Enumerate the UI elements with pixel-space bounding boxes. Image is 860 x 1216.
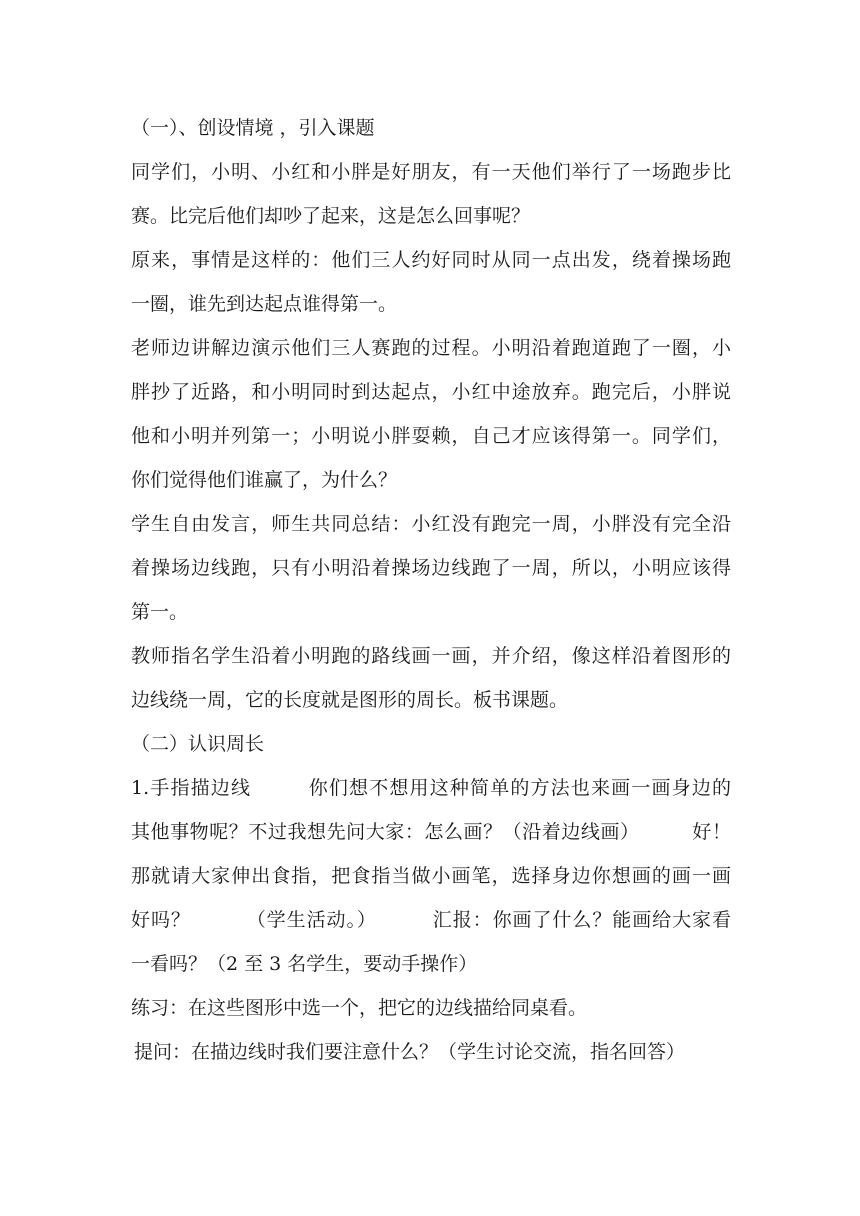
paragraph-line: 着操场边线跑，只有小明沿着操场边线跑了一周，所以，小明应该得	[131, 557, 731, 579]
section-heading-1: （一）、创设情境 ，引入课题	[131, 117, 375, 139]
paragraph-line: 同学们，小明、小红和小胖是好朋友，有一天他们举行了一场跑步比	[131, 161, 731, 183]
paragraph-line: 胖抄了近路，和小明同时到达起点，小红中途放弃。跑完后，小胖说	[131, 381, 731, 403]
paragraph-line: 赛。比完后他们却吵了起来，这是怎么回事呢？	[131, 205, 531, 227]
paragraph-line: 他和小明并列第一；小明说小胖耍赖，自己才应该得第一。同学们，	[131, 425, 731, 447]
paragraph-line: 一圈，谁先到达起点谁得第一。	[131, 293, 398, 315]
paragraph-line: 你们觉得他们谁赢了，为什么？	[131, 469, 398, 491]
paragraph-line: 第一。	[131, 601, 189, 623]
paragraph-line: 学生自由发言，师生共同总结：小红没有跑完一周，小胖没有完全沿	[131, 513, 731, 535]
paragraph-line: 1.手指描边线 你们想不想用这种简单的方法也来画一画身边的	[131, 777, 731, 799]
paragraph-line: 那就请大家伸出食指，把食指当做小画笔，选择身边你想画的画一画	[131, 865, 731, 887]
paragraph-line: 好吗？ （学生活动。） 汇报：你画了什么？能画给大家看	[131, 909, 731, 931]
paragraph-line: 老师边讲解边演示他们三人赛跑的过程。小明沿着跑道跑了一圈，小	[131, 337, 731, 359]
paragraph-line: 边线绕一周，它的长度就是图形的周长。板书课题。	[131, 689, 569, 711]
paragraph-line: 练习：在这些图形中选一个，把它的边线描给同桌看。	[131, 997, 588, 1019]
paragraph-line: 原来，事情是这样的：他们三人约好同时从同一点出发，绕着操场跑	[131, 249, 731, 271]
paragraph-line: 提问：在描边线时我们要注意什么？（学生讨论交流，指名回答）	[134, 1041, 686, 1063]
section-heading-2: （二）认识周长	[131, 733, 265, 755]
paragraph-line: 教师指名学生沿着小明跑的路线画一画，并介绍，像这样沿着图形的	[131, 645, 731, 667]
paragraph-line: 一看吗？（2 至 3 名学生，要动手操作）	[131, 953, 478, 975]
paragraph-line: 其他事物呢？不过我想先问大家：怎么画？（沿着边线画） 好！	[131, 821, 731, 843]
